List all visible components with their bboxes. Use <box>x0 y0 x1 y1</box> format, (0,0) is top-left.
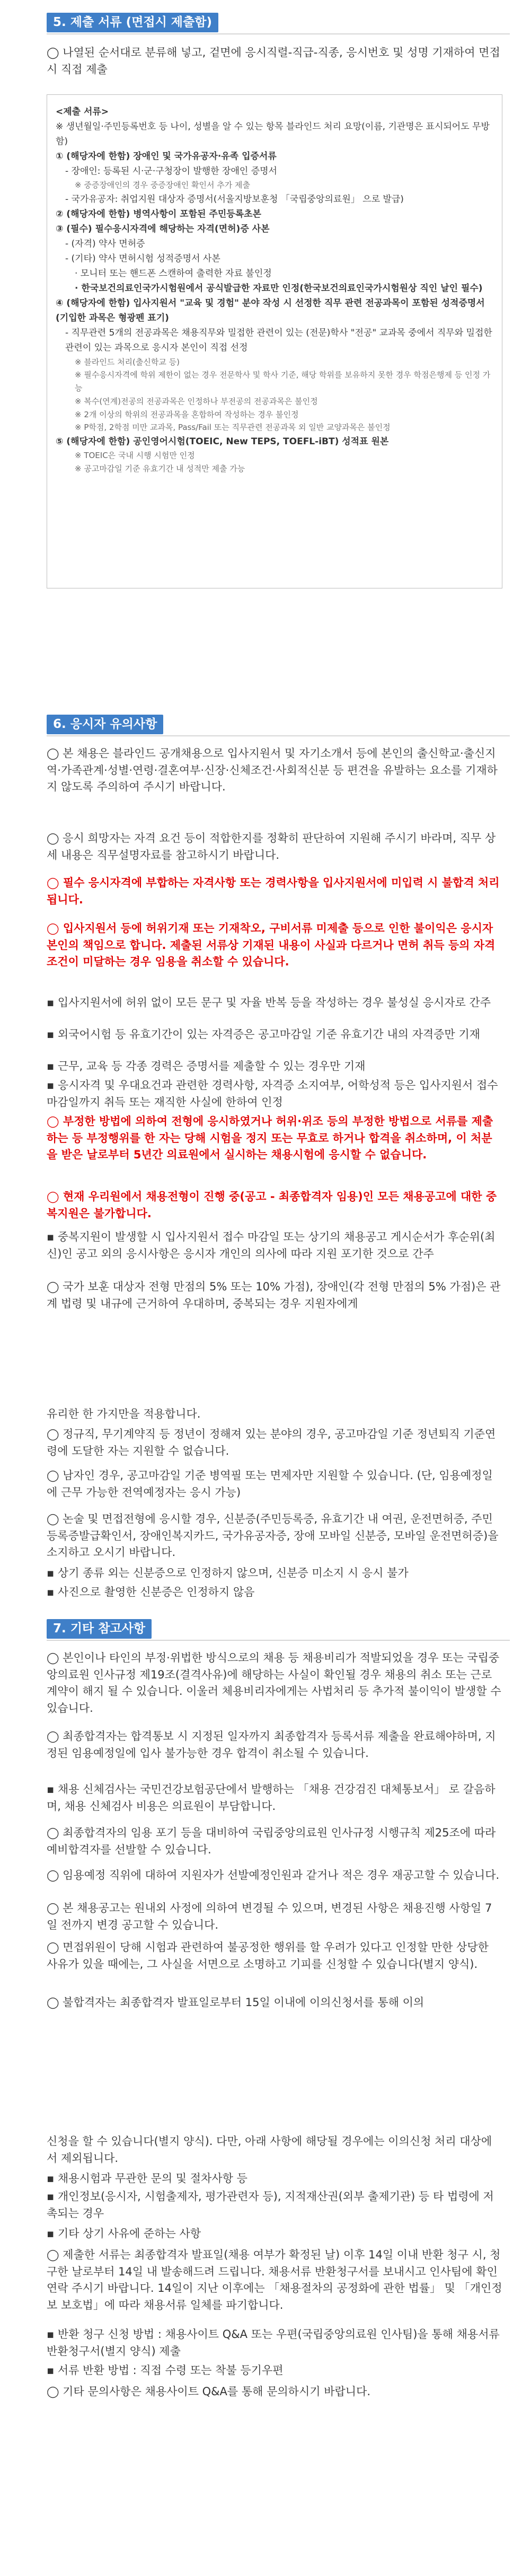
s6-p5: ▪ 입사지원서에 허위 없이 모든 문구 및 자율 반복 등을 작성하는 경우 불성실 응시자로 간주 <box>47 996 491 1009</box>
s7-p11: ▪ 개인정보(응시자, 시험출제자, 평가관련자 등), 지적재산권(외부 출제기관) 등 타 법령에 저촉되는 경우 <box>47 2190 494 2220</box>
s6-p14: ◯ 정규직, 무기계약직 등 정년이 정해져 있는 분야의 경우, 공고마감일 기준 정년퇴직 기준연령에 도달한 자는 지원할 수 없습니다. <box>47 1428 496 1457</box>
box-heading: <제출 서류> <box>56 107 109 117</box>
s7-p1: ◯ 본인이나 타인의 부정·위법한 방식으로의 채용 등 채용비리가 적발되었을 경우 또는 국립중앙의료원 인사규정 제19조(결격사유)에 해당하는 사실이 확인될 경우 채용의 취소 또는 근로계약이 해지 될 수 있습니다. 이울러 체용비리자에게는 사법처리 등 추가적 불이익이 발생할 수 있습니다. <box>47 1651 501 1715</box>
s7-p5: ◯ 임용예정 직위에 대하여 지원자가 선발예정인원과 같거나 적은 경우 재공고할 수 있습니다. <box>47 1869 500 1882</box>
section-5-rule <box>47 33 510 34</box>
s7-p4: ◯ 최종합격자의 임용 포기 등을 대비하여 국립중앙의료원 인사규정 시행규칙 제25조에 따라 예비합격자를 선발할 수 있습니다. <box>47 1826 496 1856</box>
s7-p13: ◯ 제출한 서류는 최종합격자 발표일(채용 여부가 확정된 날) 이후 14일 이내 반환 청구 시, 청구한 날로부터 14일 내 발송해드려 드립니다. 채용서류 반환청구서를 보내시고 인사팀에 확인 연락 주시기 바랍니다. 14일이 지난 이후에는 「채용절차의 공정화에 관한 법률」 및 「개인정보 보호법」에 따라 채용서류 일체를 파기합니다. <box>47 2248 502 2311</box>
s6-p15: ◯ 남자인 경우, 공고마감일 기준 병역필 또는 면제자만 지원할 수 있습니다. (단, 임용예정일에 근무 가능한 전역예정자는 응시 가능) <box>47 1469 493 1499</box>
s7-p14: ▪ 반환 청구 신청 방법 : 채용사이트 Q&A 또는 우편(국립중앙의료원 인사팀)을 통해 채용서류 반환청구서(별지 양식) 제출 <box>47 2328 500 2358</box>
section-7-rule <box>47 1640 510 1641</box>
s6-p16: ◯ 논술 및 면접전형에 응시할 경우, 신분증(주민등록증, 유효기간 내 여권, 운전면허증, 주민등록증발급확인서, 장애인복지카드, 국가유공자증, 장애 모바일 신분증, 모바일 운전면허증)을 소지하고 오시기 바랍니다. <box>47 1513 499 1559</box>
s6-p8: ▪ 응시자격 및 우대요건과 관련한 경력사항, 자격증 소지여부, 어학성적 등은 입사지원서 접수마감일까지 취득 또는 재직한 사실에 한하여 인정 <box>47 1079 498 1109</box>
box-line-20: ※ 공고마감일 기준 유효기간 내 성적만 제출 가능 <box>75 463 245 473</box>
s6-p18: ▪ 사진으로 촬영한 신분증은 인정하지 않음 <box>47 1586 255 1598</box>
box-line-2: - 장애인: 등록된 시·군·구청장이 발행한 장애인 증명서 <box>65 166 277 177</box>
s6-p6: ▪ 외국어시험 등 유효기간이 있는 자격증은 공고마감일 기준 유효기간 내의 자격증만 기재 <box>47 1028 480 1041</box>
document-requirements-box <box>47 94 502 588</box>
s7-p8: ◯ 불합격자는 최종합격자 발표일로부터 15일 이내에 이의신청서를 통해 이의 <box>47 1996 424 2009</box>
box-line-11: ④ (해당자에 한함) 입사지원서 "교육 및 경험" 분야 작성 시 선정한 직무 관련 전공과목이 포함된 성적증명서(기입한 과목은 형광펜 표기) <box>56 298 485 324</box>
s7-p10: ▪ 채용시험과 무관한 문의 및 절차사항 등 <box>47 2172 247 2185</box>
s7-p16: ◯ 기타 문의사항은 채용사이트 Q&A를 통해 문의하시기 바랍니다. <box>47 2385 371 2398</box>
s6-p4: ◯ 입사지원서 등에 허위기재 또는 기재착오, 구비서류 미제출 등으로 인한 불이익은 응시자 본인의 책임으로 합니다. 제출된 서류상 기재된 내용이 사실과 다르거나 면허 취득 등의 자격 조건이 미달하는 경우 임용을 취소할 수 있습니다. <box>47 922 496 968</box>
s6-p17: ▪ 상기 종류 외는 신분증으로 인정하지 않으며, 신분증 미소지 시 응시 불가 <box>47 1567 409 1579</box>
box-line-blind-note: ※ 생년월일·주민등록번호 등 나이, 성별을 알 수 있는 항목 블라인드 처리 요망(이름, 기관명은 표시되어도 무방함) <box>56 121 490 147</box>
box-line-14: ※ 필수응시자격에 학위 제한이 없는 경우 전문학사 및 학사 기준, 해당 학위를 보유하지 못한 경우 학점은행제 등 인정 가능 <box>75 370 491 393</box>
box-line-4: - 국가유공자: 취업지원 대상자 증명서(서울지방보훈청 「국립중앙의료원」 으로 발급) <box>65 194 404 205</box>
s6-p3: ◯ 필수 응시자격에 부합하는 자격사항 또는 경력사항을 입사지원서에 미입력 시 불합격 처리됩니다. <box>47 876 500 906</box>
box-line-17: ※ P학점, 2학점 미만 교과목, Pass/Fail 또는 직무관련 전공과목 외 일반 교양과목은 불인정 <box>75 423 391 433</box>
s7-p12: ▪ 기타 상기 사유에 준하는 사항 <box>47 2227 201 2240</box>
s7-p3: ▪ 채용 신체검사는 국민건강보험공단에서 발행하는 「채용 건강검진 대체통보서」 로 갈음하며, 채용 신체검사 비용은 의료원이 부담합니다. <box>47 1783 496 1813</box>
s7-p2: ◯ 최종합격자는 합격통보 시 지정된 일자까지 최종합격자 등록서류 제출을 완료해야하며, 지정된 임용예정일에 입사 불가능한 경우 합격이 취소될 수 있습니다. <box>47 1730 496 1760</box>
s7-p6: ◯ 본 채용공고는 원내외 사정에 의하여 변경될 수 있으며, 변경된 사항은 채용진행 사항일 7일 전까지 변경 공고할 수 있습니다. <box>47 1902 492 1931</box>
box-line-7: - (자격) 약사 면허증 <box>65 239 145 250</box>
section-6-rule <box>47 735 510 736</box>
box-line-10: · 한국보건의료인국가시험원에서 공식발급한 자료만 인정(한국보건의료인국가시험원상 직인 날인 필수) <box>75 283 483 294</box>
section-5-intro: ◯ 나열된 순서대로 분류해 넣고, 겉면에 응시직렬-직급-직종, 응시번호 및 성명 기재하여 면접 시 직접 제출 <box>47 46 500 76</box>
box-line-9: · 모니터 또는 핸드폰 스캔하여 출력한 자료 불인정 <box>75 268 272 279</box>
s6-p12: ◯ 국가 보훈 대상자 전형 만점의 5% 또는 10% 가점), 장애인(각 전형 만점의 5% 가점)은 관계 법령 및 내규에 근거하여 우대하며, 중복되는 경우 지원자에게 <box>47 1280 501 1310</box>
s6-p11: ▪ 중복지원이 발생할 시 입사지원서 접수 마감일 또는 상기의 채용공고 게시순서가 후순위(최신)인 공고 외의 응시사항은 응시자 개인의 의사에 따라 지원 포기한 것으로 간주 <box>47 1230 496 1260</box>
box-line-8: - (기타) 약사 면허시험 성적증명서 사본 <box>65 253 220 265</box>
section-6-header: 6. 응시자 유의사항 <box>47 715 163 734</box>
box-line-16: ※ 2개 이상의 학위의 전공과목을 혼합하여 작성하는 경우 불인정 <box>75 409 299 419</box>
box-line-19: ※ TOEIC은 국내 시행 시험만 인정 <box>75 451 195 461</box>
box-line-15: ※ 복수(연계)전공의 전공과목은 인정하나 부전공의 전공과목은 불인정 <box>75 396 318 406</box>
s6-p7: ▪ 근무, 교육 등 각종 경력은 증명서를 제출할 수 있는 경우만 기재 <box>47 1060 366 1072</box>
section-7-header: 7. 기타 참고사항 <box>47 1619 152 1639</box>
s6-p13: 유리한 한 가지만을 적용합니다. <box>47 1408 201 1420</box>
box-line-6: ③ (필수) 필수응시자격에 해당하는 자격(면허)증 사본 <box>56 224 270 235</box>
section-5-header: 5. 제출 서류 (면접시 제출함) <box>47 13 218 32</box>
s7-p7: ◯ 면접위원이 당해 시험과 관련하여 불공정한 행위를 할 우려가 있다고 인정할 만한 상당한 사유가 있을 때에는, 그 사실을 서면으로 소명하고 기피를 신청할 수 있습니다(별지 양식). <box>47 1941 489 1971</box>
box-line-5: ② (해당자에 한함) 병역사항이 포함된 주민등록초본 <box>56 209 261 220</box>
s6-p2: ◯ 응시 희망자는 자격 요건 등이 적합한지를 정확히 판단하여 지원해 주시기 바라며, 직무 상세 내용은 직무설명자료를 참고하시기 바랍니다. <box>47 832 496 861</box>
box-line-1: ① (해당자에 한함) 장애인 및 국가유공자·유족 입증서류 <box>56 151 277 162</box>
box-line-13: ※ 블라인드 처리(출신학교 등) <box>75 357 180 367</box>
s6-p10: ◯ 현재 우리원에서 채용전형이 진행 중(공고 - 최종합격자 임용)인 모든 채용공고에 대한 중복지원은 불가합니다. <box>47 1190 497 1220</box>
box-line-18: ⑤ (해당자에 한함) 공인영어시험(TOEIC, New TEPS, TOEFL-iBT) 성적표 원본 <box>56 436 389 447</box>
s7-p9: 신청을 할 수 있습니다(별지 양식). 다만, 아래 사항에 해당될 경우에는 이의신청 처리 대상에서 제외됩니다. <box>47 2135 492 2165</box>
s7-p15: ▪ 서류 반환 방법 : 직접 수령 또는 착불 등기우편 <box>47 2364 284 2377</box>
box-line-12: - 직무관련 5개의 전공과목은 채용직무와 밀접한 관련이 있는 (전문)학사 "전공" 교과목 중에서 직무와 밀접한 관련이 있는 과목으로 응시자 본인이 직접 선정 <box>65 328 492 354</box>
s6-p1: ◯ 본 채용은 블라인드 공개채용으로 입사지원서 및 자기소개서 등에 본인의 출신학교·출신지역·가족관계·성별·연령·결혼여부·신장·신체조건·사회적신분 등 편견을 유발하는 요소를 기재하지 않도록 주의하여 주시기 바랍니다. <box>47 747 498 793</box>
box-line-3: ※ 중증장애인의 경우 중증장애인 확인서 추가 제출 <box>75 180 250 190</box>
s6-p9: ◯ 부정한 방법에 의하여 전형에 응시하였거나 허위·위조 등의 부정한 방법으로 서류를 제출하는 등 부정행위를 한 자는 당해 시험을 정지 또는 무효로 하거나 합격을 취소하며, 이 처분을 받은 날로부터 5년간 의료원에서 실시하는 채용시험에 응시할 수 없습니다. <box>47 1115 493 1161</box>
